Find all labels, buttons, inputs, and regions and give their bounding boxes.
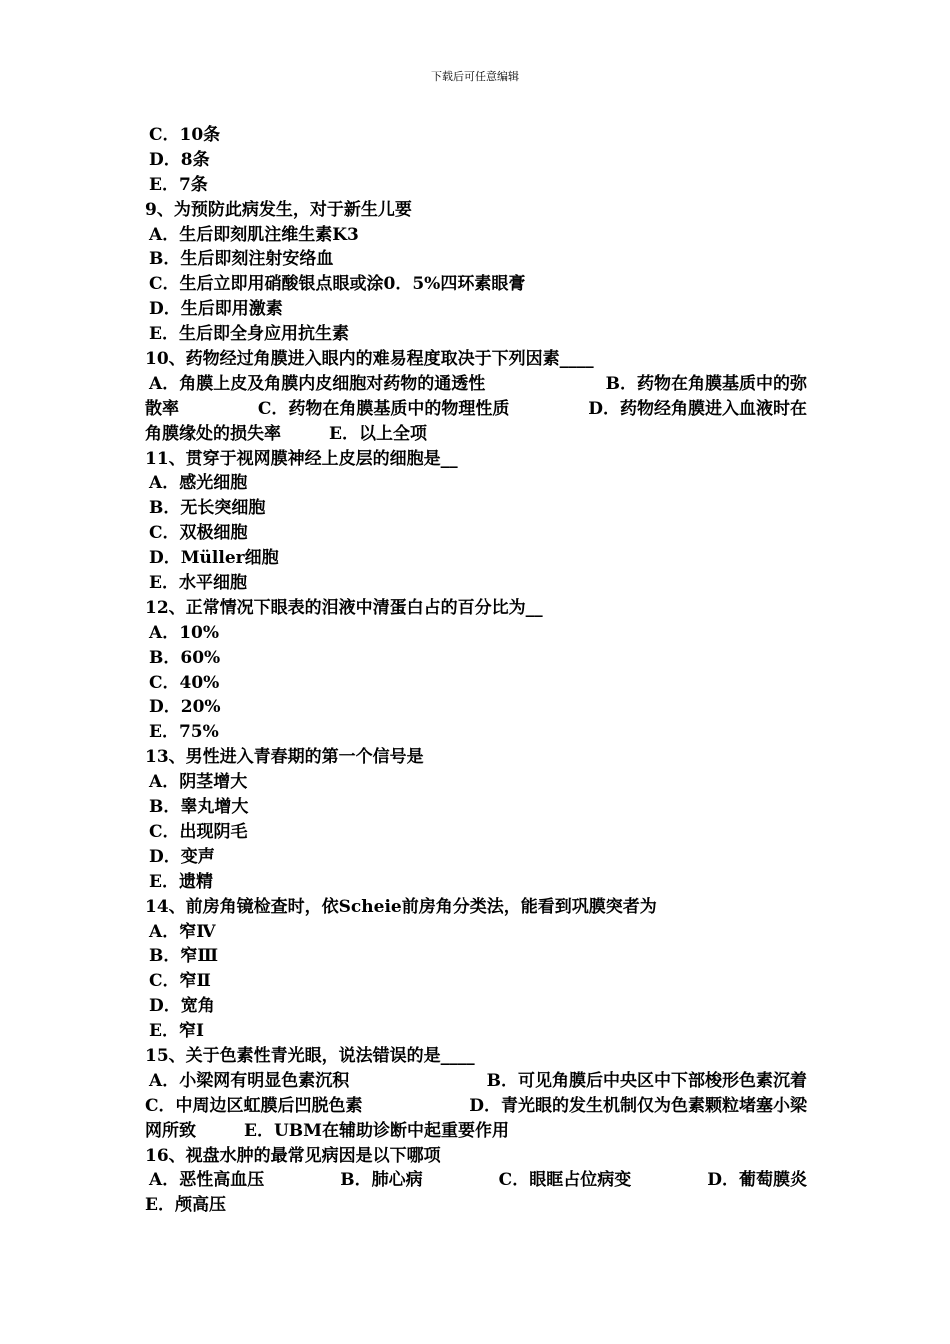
option-text: A．小梁网有明显色素沉积 bbox=[149, 1070, 350, 1091]
option-text: A．角膜上皮及角膜内皮细胞对药物的通透性 bbox=[149, 373, 486, 394]
question-stem: 16、视盘水肿的最常见病因是以下哪项 bbox=[145, 1145, 441, 1166]
option-line: E．遗精 bbox=[149, 871, 213, 892]
option-text: B．可见角膜后中央区中下部梭形色素沉着 bbox=[486, 1070, 807, 1091]
option-line: E．生后即全身应用抗生素 bbox=[149, 324, 349, 345]
option-line: D．8条 bbox=[149, 149, 210, 170]
option-line: B．窄Ⅲ bbox=[149, 946, 219, 967]
option-text: B．肺心病 bbox=[340, 1170, 423, 1191]
option-line: D．宽角 bbox=[149, 996, 215, 1017]
option-line: A．感光细胞 bbox=[149, 473, 248, 494]
option-line: E．75% bbox=[149, 722, 219, 743]
option-line: B．生后即刻注射安络血 bbox=[149, 249, 334, 270]
option-line: A．10% bbox=[149, 622, 220, 643]
option-line: E．7条 bbox=[149, 174, 208, 195]
option-text: D．药物经角膜进入血液时在 bbox=[588, 398, 807, 419]
option-text: C．中周边区虹膜后凹脱色素 bbox=[145, 1095, 363, 1116]
option-line: C．40% bbox=[149, 672, 220, 693]
option-text: 散率 bbox=[145, 398, 179, 419]
option-text: C．药物在角膜基质中的物理性质 bbox=[257, 398, 510, 419]
question-stem: 10、药物经过角膜进入眼内的难易程度取决于下列因素____ bbox=[145, 349, 594, 370]
option-line: A．窄Ⅳ bbox=[149, 921, 216, 942]
inline-options bbox=[145, 1168, 807, 1193]
option-text: D．葡萄膜炎 bbox=[707, 1170, 807, 1191]
option-text: B．药物在角膜基质中的弥 bbox=[605, 373, 807, 394]
question-stem: 11、贯穿于视网膜神经上皮层的细胞是__ bbox=[145, 448, 458, 469]
option-line: A．阴茎增大 bbox=[149, 772, 248, 793]
inline-options bbox=[145, 372, 807, 397]
option-line: B．无长突细胞 bbox=[149, 498, 266, 519]
inline-options bbox=[145, 397, 807, 422]
option-line: B．60% bbox=[149, 647, 221, 668]
option-line: A．生后即刻肌注维生素K3 bbox=[149, 224, 359, 245]
option-line: E．窄Ⅰ bbox=[149, 1021, 204, 1042]
question-stem: 12、正常情况下眼表的泪液中清蛋白占的百分比为__ bbox=[145, 597, 543, 618]
option-line: C．生后立即用硝酸银点眼或涂0．5%四环素眼膏 bbox=[149, 274, 526, 295]
option-line: C．窄Ⅱ bbox=[149, 971, 211, 992]
option-line: B．睾丸增大 bbox=[149, 797, 249, 818]
option-line: D．20% bbox=[149, 697, 221, 718]
inline-options bbox=[145, 1119, 807, 1144]
question-stem: 15、关于色素性青光眼，说法错误的是____ bbox=[145, 1045, 475, 1066]
option-line: C．10条 bbox=[149, 125, 221, 145]
option-line: E．水平细胞 bbox=[149, 573, 247, 594]
question-stem: 13、男性进入青春期的第一个信号是 bbox=[145, 747, 424, 768]
inline-options bbox=[145, 1069, 807, 1094]
option-text: E．以上全项 bbox=[329, 423, 427, 444]
option-text: D．青光眼的发生机制仅为色素颗粒堵塞小梁 bbox=[469, 1095, 807, 1116]
option-line: C．双极细胞 bbox=[149, 523, 248, 544]
option-line: D．生后即用激素 bbox=[149, 299, 283, 320]
option-line: E．颅高压 bbox=[145, 1195, 226, 1216]
option-line: C．出现阴毛 bbox=[149, 821, 248, 842]
option-text: A．恶性高血压 bbox=[149, 1170, 265, 1191]
question-stem: 14、前房角镜检查时，依Scheie前房角分类法，能看到巩膜突者为 bbox=[145, 896, 657, 917]
inline-options bbox=[145, 1094, 807, 1119]
page-header: 下载后可任意编辑 bbox=[431, 70, 519, 83]
question-stem: 9、为预防此病发生，对于新生儿要 bbox=[145, 199, 412, 220]
document-body bbox=[145, 123, 807, 1218]
option-text: 角膜缘处的损失率 bbox=[145, 423, 281, 444]
inline-options bbox=[145, 422, 807, 447]
option-text: 网所致 bbox=[145, 1120, 196, 1141]
option-line: D．Müller细胞 bbox=[149, 548, 279, 569]
option-line: D．变声 bbox=[149, 846, 215, 867]
option-text: C．眼眶占位病变 bbox=[498, 1170, 632, 1191]
option-text: E．UBM在辅助诊断中起重要作用 bbox=[244, 1120, 509, 1141]
